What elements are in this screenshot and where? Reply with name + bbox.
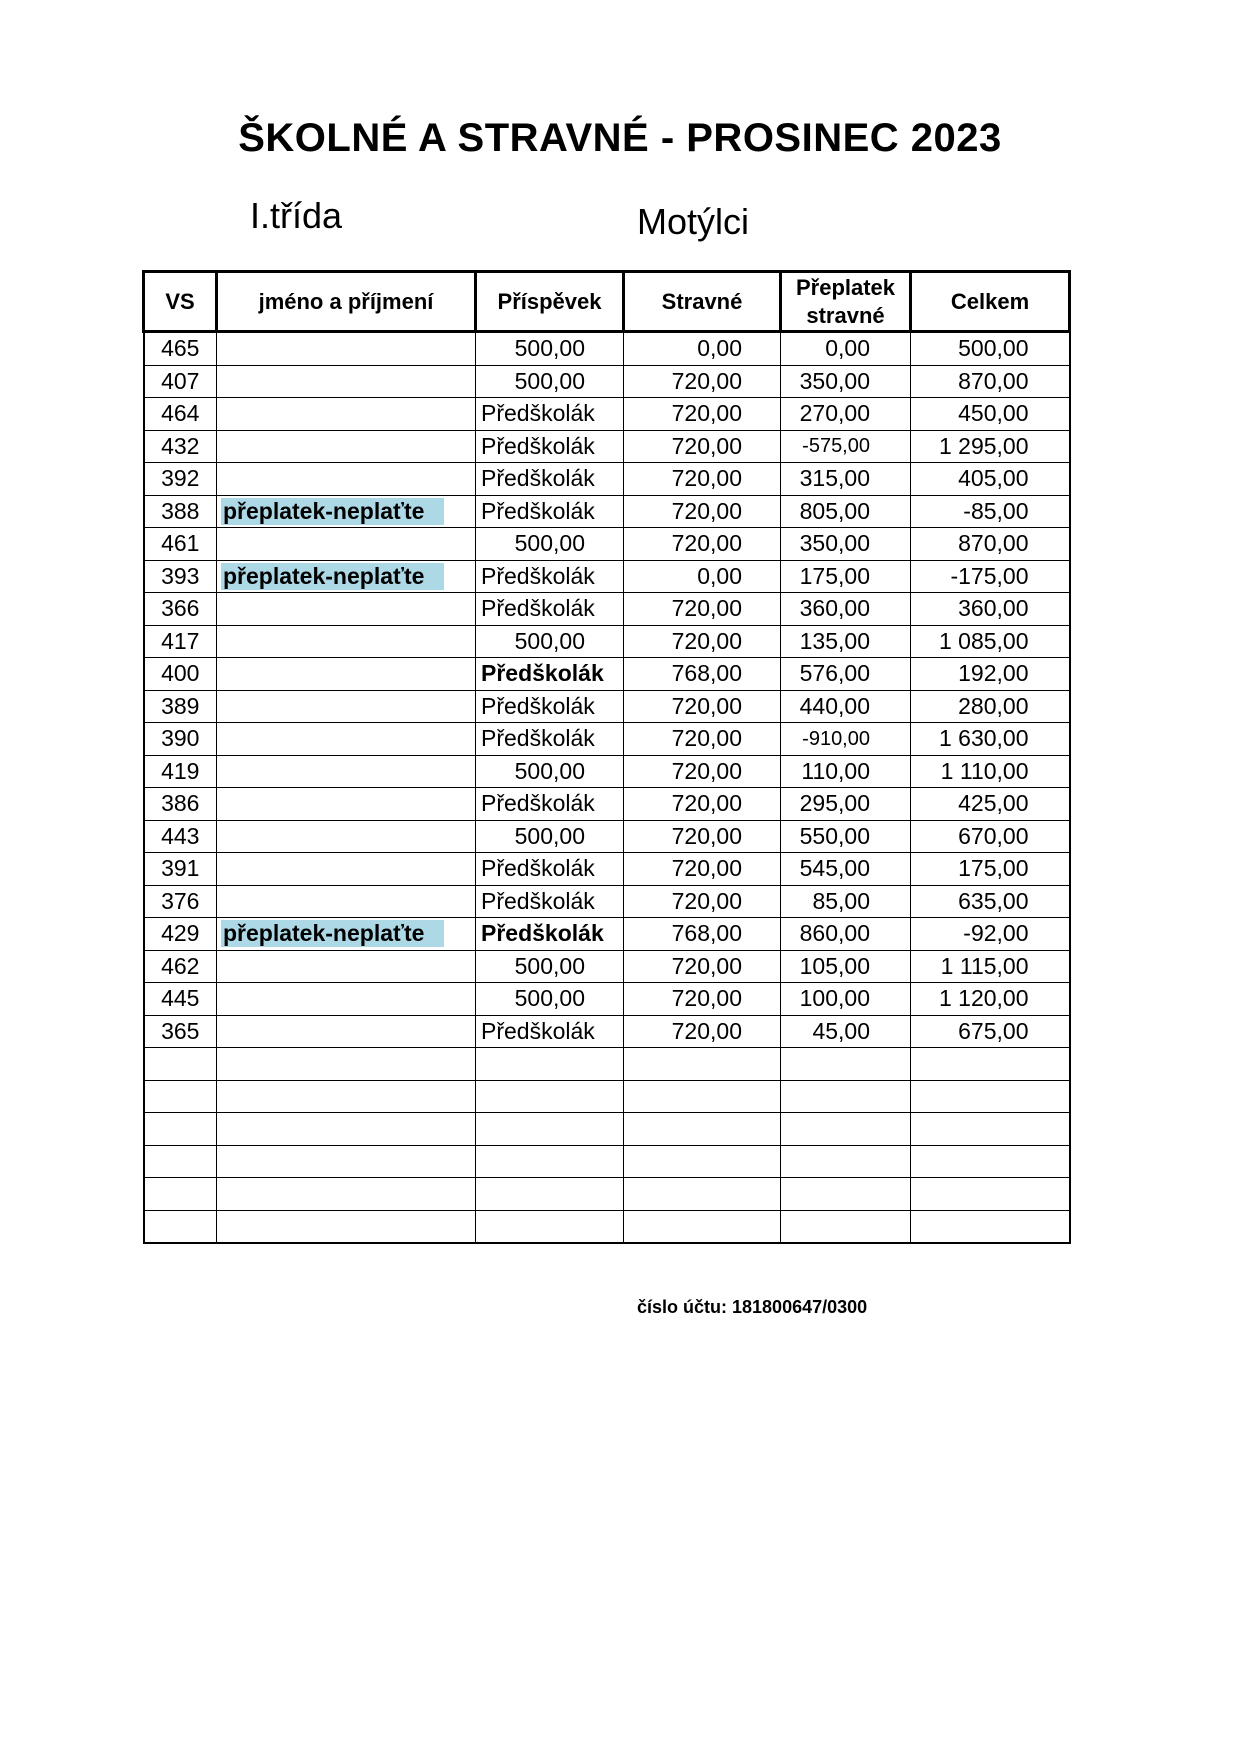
table-row bbox=[144, 332, 1070, 366]
header-prispevek: Příspěvek bbox=[476, 272, 624, 332]
cell-stravne: 720,00 bbox=[624, 853, 781, 886]
table-row bbox=[144, 690, 1070, 723]
header-vs: VS bbox=[144, 272, 217, 332]
cell-prispevek: Předškolák bbox=[476, 495, 624, 528]
cell-preplatek: 110,00 bbox=[781, 755, 911, 788]
header-name: jméno a příjmení bbox=[217, 272, 476, 332]
cell-preplatek: 45,00 bbox=[781, 1015, 911, 1048]
cell-prispevek: 500,00 bbox=[476, 820, 624, 853]
cell-prispevek: Předškolák bbox=[476, 463, 624, 496]
cell-vs: 429 bbox=[144, 918, 217, 951]
cell-name bbox=[217, 560, 476, 593]
cell-vs: 461 bbox=[144, 528, 217, 561]
group-name: Motýlci bbox=[637, 201, 750, 242]
account-number: číslo účtu: 181800647/0300 bbox=[637, 1297, 868, 1317]
cell-vs: 445 bbox=[144, 983, 217, 1016]
cell-prispevek: Předškolák bbox=[476, 398, 624, 431]
header-stravne: Stravné bbox=[624, 272, 781, 332]
cell-prispevek: 500,00 bbox=[476, 625, 624, 658]
table-row bbox=[144, 983, 1070, 1016]
cell-name bbox=[217, 885, 476, 918]
table-row bbox=[144, 528, 1070, 561]
cell-stravne: 720,00 bbox=[624, 690, 781, 723]
table-row bbox=[144, 430, 1070, 463]
cell-prispevek bbox=[476, 1048, 624, 1081]
cell-stravne: 720,00 bbox=[624, 398, 781, 431]
cell-celkem: 1 085,00 bbox=[911, 625, 1070, 658]
table-row bbox=[144, 885, 1070, 918]
cell-vs: 462 bbox=[144, 950, 217, 983]
table-row bbox=[144, 1178, 1070, 1211]
cell-stravne: 720,00 bbox=[624, 463, 781, 496]
cell-name bbox=[217, 918, 476, 951]
cell-vs bbox=[144, 1210, 217, 1243]
cell-vs: 443 bbox=[144, 820, 217, 853]
cell-preplatek: 100,00 bbox=[781, 983, 911, 1016]
table-row bbox=[144, 463, 1070, 496]
cell-preplatek: -910,00 bbox=[781, 723, 911, 756]
header-preplatek: Přeplatek stravné bbox=[781, 272, 911, 332]
cell-preplatek: 175,00 bbox=[781, 560, 911, 593]
cell-preplatek: 270,00 bbox=[781, 398, 911, 431]
cell-prispevek: Předškolák bbox=[476, 1015, 624, 1048]
cell-vs: 365 bbox=[144, 1015, 217, 1048]
cell-prispevek: 500,00 bbox=[476, 528, 624, 561]
cell-preplatek: 350,00 bbox=[781, 528, 911, 561]
cell-stravne bbox=[624, 1080, 781, 1113]
cell-stravne: 720,00 bbox=[624, 593, 781, 626]
table-header bbox=[144, 272, 1070, 332]
cell-stravne: 720,00 bbox=[624, 820, 781, 853]
page-title: ŠKOLNÉ A STRAVNÉ - PROSINEC 2023 bbox=[238, 116, 1002, 160]
cell-name bbox=[217, 788, 476, 821]
cell-vs bbox=[144, 1113, 217, 1146]
cell-preplatek: 805,00 bbox=[781, 495, 911, 528]
cell-vs: 464 bbox=[144, 398, 217, 431]
cell-preplatek: 85,00 bbox=[781, 885, 911, 918]
cell-name bbox=[217, 593, 476, 626]
cell-vs: 386 bbox=[144, 788, 217, 821]
table-row bbox=[144, 365, 1070, 398]
cell-preplatek bbox=[781, 1178, 911, 1211]
cell-celkem: 360,00 bbox=[911, 593, 1070, 626]
cell-vs: 465 bbox=[144, 332, 217, 366]
cell-name bbox=[217, 1048, 476, 1081]
cell-vs: 376 bbox=[144, 885, 217, 918]
cell-celkem: -92,00 bbox=[911, 918, 1070, 951]
cell-stravne: 768,00 bbox=[624, 918, 781, 951]
cell-preplatek bbox=[781, 1080, 911, 1113]
cell-stravne: 720,00 bbox=[624, 885, 781, 918]
cell-celkem: 670,00 bbox=[911, 820, 1070, 853]
cell-prispevek bbox=[476, 1178, 624, 1211]
cell-celkem: 635,00 bbox=[911, 885, 1070, 918]
table-row bbox=[144, 950, 1070, 983]
cell-celkem: 175,00 bbox=[911, 853, 1070, 886]
table-row bbox=[144, 1080, 1070, 1113]
cell-prispevek: 500,00 bbox=[476, 365, 624, 398]
cell-celkem: 500,00 bbox=[911, 332, 1070, 366]
table-row bbox=[144, 658, 1070, 691]
cell-preplatek: 860,00 bbox=[781, 918, 911, 951]
overpayment-flag: přeplatek-neplaťte bbox=[221, 563, 444, 590]
cell-celkem bbox=[911, 1113, 1070, 1146]
cell-preplatek: 295,00 bbox=[781, 788, 911, 821]
cell-celkem: 192,00 bbox=[911, 658, 1070, 691]
cell-stravne: 720,00 bbox=[624, 430, 781, 463]
table-row bbox=[144, 755, 1070, 788]
cell-name bbox=[217, 983, 476, 1016]
cell-celkem: 450,00 bbox=[911, 398, 1070, 431]
cell-preplatek: 440,00 bbox=[781, 690, 911, 723]
cell-preplatek bbox=[781, 1210, 911, 1243]
cell-preplatek: 0,00 bbox=[781, 332, 911, 366]
cell-vs: 419 bbox=[144, 755, 217, 788]
cell-vs: 388 bbox=[144, 495, 217, 528]
cell-stravne: 720,00 bbox=[624, 983, 781, 1016]
cell-vs: 392 bbox=[144, 463, 217, 496]
cell-name bbox=[217, 1145, 476, 1178]
cell-celkem: 405,00 bbox=[911, 463, 1070, 496]
cell-vs: 390 bbox=[144, 723, 217, 756]
table-row bbox=[144, 1015, 1070, 1048]
table-body bbox=[144, 332, 1070, 1244]
cell-name bbox=[217, 658, 476, 691]
cell-stravne bbox=[624, 1145, 781, 1178]
cell-celkem: 1 115,00 bbox=[911, 950, 1070, 983]
cell-celkem: -175,00 bbox=[911, 560, 1070, 593]
cell-celkem bbox=[911, 1178, 1070, 1211]
overpayment-flag: přeplatek-neplaťte bbox=[221, 498, 444, 525]
cell-celkem bbox=[911, 1145, 1070, 1178]
cell-prispevek: 500,00 bbox=[476, 755, 624, 788]
cell-preplatek: 315,00 bbox=[781, 463, 911, 496]
cell-preplatek: 105,00 bbox=[781, 950, 911, 983]
cell-stravne bbox=[624, 1113, 781, 1146]
cell-stravne: 0,00 bbox=[624, 332, 781, 366]
cell-stravne: 720,00 bbox=[624, 950, 781, 983]
header-celkem: Celkem bbox=[911, 272, 1070, 332]
cell-stravne: 720,00 bbox=[624, 625, 781, 658]
cell-preplatek: 135,00 bbox=[781, 625, 911, 658]
cell-vs bbox=[144, 1048, 217, 1081]
table-row bbox=[144, 1048, 1070, 1081]
cell-prispevek: Předškolák bbox=[476, 788, 624, 821]
cell-name bbox=[217, 495, 476, 528]
cell-stravne: 720,00 bbox=[624, 365, 781, 398]
cell-name bbox=[217, 332, 476, 366]
cell-name bbox=[217, 820, 476, 853]
cell-name bbox=[217, 365, 476, 398]
cell-vs bbox=[144, 1178, 217, 1211]
cell-prispevek bbox=[476, 1080, 624, 1113]
cell-prispevek bbox=[476, 1145, 624, 1178]
cell-name bbox=[217, 723, 476, 756]
cell-prispevek: Předškolák bbox=[476, 723, 624, 756]
cell-stravne: 720,00 bbox=[624, 755, 781, 788]
cell-name bbox=[217, 1178, 476, 1211]
cell-stravne: 720,00 bbox=[624, 723, 781, 756]
cell-preplatek: 550,00 bbox=[781, 820, 911, 853]
cell-prispevek: Předškolák bbox=[476, 918, 624, 951]
fee-table bbox=[142, 270, 1071, 1244]
cell-preplatek bbox=[781, 1145, 911, 1178]
cell-stravne: 720,00 bbox=[624, 788, 781, 821]
cell-name bbox=[217, 1015, 476, 1048]
cell-vs: 393 bbox=[144, 560, 217, 593]
cell-vs bbox=[144, 1080, 217, 1113]
cell-celkem: 1 630,00 bbox=[911, 723, 1070, 756]
cell-prispevek: 500,00 bbox=[476, 983, 624, 1016]
cell-prispevek: Předškolák bbox=[476, 690, 624, 723]
cell-name bbox=[217, 398, 476, 431]
cell-celkem: 280,00 bbox=[911, 690, 1070, 723]
cell-name bbox=[217, 463, 476, 496]
cell-prispevek: Předškolák bbox=[476, 560, 624, 593]
table-row bbox=[144, 593, 1070, 626]
cell-celkem: 1 295,00 bbox=[911, 430, 1070, 463]
cell-preplatek: 576,00 bbox=[781, 658, 911, 691]
cell-name bbox=[217, 1113, 476, 1146]
cell-vs: 417 bbox=[144, 625, 217, 658]
cell-celkem bbox=[911, 1048, 1070, 1081]
cell-name bbox=[217, 625, 476, 658]
cell-name bbox=[217, 430, 476, 463]
cell-name bbox=[217, 853, 476, 886]
cell-celkem bbox=[911, 1210, 1070, 1243]
cell-preplatek: 350,00 bbox=[781, 365, 911, 398]
cell-celkem: -85,00 bbox=[911, 495, 1070, 528]
cell-name bbox=[217, 1210, 476, 1243]
cell-vs bbox=[144, 1145, 217, 1178]
class-name: I.třída bbox=[250, 195, 343, 236]
cell-prispevek: Předškolák bbox=[476, 885, 624, 918]
table-row bbox=[144, 918, 1070, 951]
table-row bbox=[144, 625, 1070, 658]
cell-stravne: 0,00 bbox=[624, 560, 781, 593]
cell-stravne bbox=[624, 1210, 781, 1243]
cell-prispevek: 500,00 bbox=[476, 332, 624, 366]
cell-stravne: 720,00 bbox=[624, 1015, 781, 1048]
cell-stravne: 720,00 bbox=[624, 528, 781, 561]
cell-name bbox=[217, 950, 476, 983]
cell-stravne bbox=[624, 1178, 781, 1211]
cell-celkem bbox=[911, 1080, 1070, 1113]
table-row bbox=[144, 1145, 1070, 1178]
cell-prispevek: 500,00 bbox=[476, 950, 624, 983]
cell-preplatek: 545,00 bbox=[781, 853, 911, 886]
cell-name bbox=[217, 755, 476, 788]
cell-vs: 391 bbox=[144, 853, 217, 886]
table-row bbox=[144, 723, 1070, 756]
table-row bbox=[144, 1210, 1070, 1243]
cell-name bbox=[217, 1080, 476, 1113]
cell-celkem: 675,00 bbox=[911, 1015, 1070, 1048]
cell-stravne bbox=[624, 1048, 781, 1081]
cell-vs: 400 bbox=[144, 658, 217, 691]
cell-celkem: 1 120,00 bbox=[911, 983, 1070, 1016]
cell-prispevek bbox=[476, 1210, 624, 1243]
table-row bbox=[144, 788, 1070, 821]
cell-prispevek: Předškolák bbox=[476, 853, 624, 886]
cell-prispevek: Předškolák bbox=[476, 430, 624, 463]
cell-prispevek: Předškolák bbox=[476, 658, 624, 691]
table-row bbox=[144, 495, 1070, 528]
cell-preplatek: 360,00 bbox=[781, 593, 911, 626]
cell-stravne: 768,00 bbox=[624, 658, 781, 691]
cell-celkem: 425,00 bbox=[911, 788, 1070, 821]
table-row bbox=[144, 820, 1070, 853]
cell-vs: 407 bbox=[144, 365, 217, 398]
table-row bbox=[144, 560, 1070, 593]
cell-celkem: 870,00 bbox=[911, 365, 1070, 398]
cell-celkem: 1 110,00 bbox=[911, 755, 1070, 788]
cell-vs: 366 bbox=[144, 593, 217, 626]
table-row bbox=[144, 853, 1070, 886]
overpayment-flag: přeplatek-neplaťte bbox=[221, 920, 444, 947]
cell-preplatek bbox=[781, 1048, 911, 1081]
cell-name bbox=[217, 528, 476, 561]
table-row bbox=[144, 398, 1070, 431]
cell-prispevek bbox=[476, 1113, 624, 1146]
cell-celkem: 870,00 bbox=[911, 528, 1070, 561]
cell-stravne: 720,00 bbox=[624, 495, 781, 528]
cell-prispevek: Předškolák bbox=[476, 593, 624, 626]
cell-vs: 389 bbox=[144, 690, 217, 723]
cell-vs: 432 bbox=[144, 430, 217, 463]
cell-name bbox=[217, 690, 476, 723]
cell-preplatek bbox=[781, 1113, 911, 1146]
cell-preplatek: -575,00 bbox=[781, 430, 911, 463]
table-row bbox=[144, 1113, 1070, 1146]
